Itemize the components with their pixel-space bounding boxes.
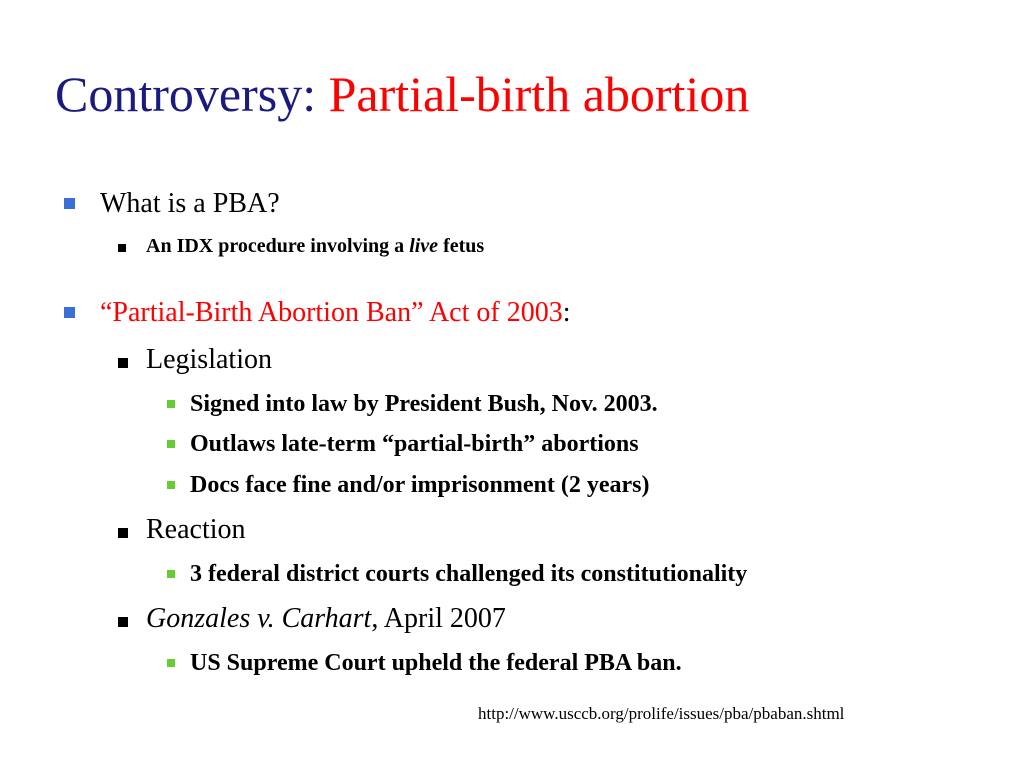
- idx-text-pre: An IDX procedure involving a: [146, 235, 410, 257]
- bullet-square-icon: [118, 358, 128, 368]
- bullet-square-icon: [167, 481, 175, 489]
- slide-title: [55, 62, 749, 126]
- legislation-item: Docs face fine and/or imprisonment (2 years): [190, 472, 650, 498]
- bullet-square-icon: [64, 198, 75, 209]
- idx-text-post: fetus: [438, 235, 485, 257]
- bullet-square-icon: [167, 400, 175, 408]
- bullet-square-icon: [118, 528, 128, 538]
- title-lead: Controversy:: [55, 66, 317, 122]
- bullet-square-icon: [167, 440, 175, 448]
- bullet-what-is-pba: What is a PBA?: [100, 188, 280, 219]
- bullet-reaction: Reaction: [146, 514, 246, 545]
- act-colon: :: [562, 297, 571, 328]
- bullet-square-icon: [118, 244, 126, 252]
- bullet-legislation: Legislation: [146, 344, 272, 375]
- case-item: US Supreme Court upheld the federal PBA ban.: [190, 650, 682, 676]
- bullet-square-icon: [167, 570, 175, 578]
- legislation-item: Outlaws late-term “partial-birth” abortions: [190, 431, 639, 457]
- bullet-gonzales: [146, 601, 506, 637]
- case-date: , April 2007: [371, 603, 506, 634]
- bullet-act-2003: [100, 295, 570, 331]
- reaction-item: 3 federal district courts challenged its constitutionality: [190, 561, 748, 587]
- bullet-square-icon: [118, 617, 128, 627]
- legislation-item: Signed into law by President Bush, Nov. 2003.: [190, 391, 658, 417]
- bullet-square-icon: [64, 307, 75, 318]
- case-name: Gonzales v. Carhart: [146, 603, 372, 634]
- source-url: http://www.usccb.org/prolife/issues/pba/pbaban.shtml: [478, 704, 845, 723]
- bullet-idx-procedure: [146, 232, 484, 260]
- bullet-square-icon: [167, 659, 175, 667]
- idx-text-emphasis: live: [409, 235, 439, 257]
- act-name: “Partial-Birth Abortion Ban” Act of 2003: [100, 297, 563, 328]
- title-topic: Partial-birth abortion: [328, 66, 750, 122]
